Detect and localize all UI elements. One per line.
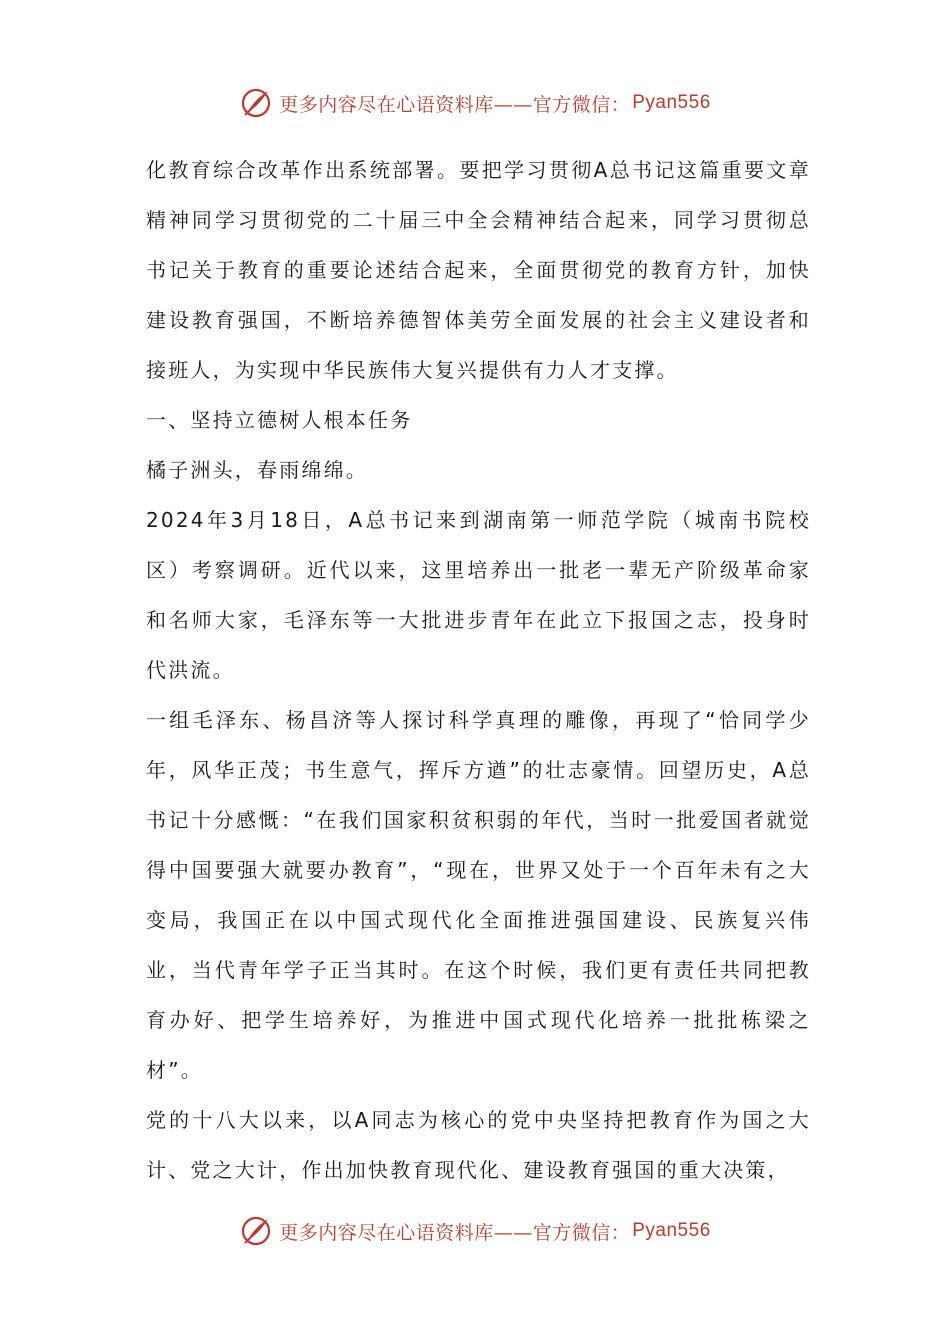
header-watermark-banner xyxy=(0,83,950,123)
feather-pen-logo-icon xyxy=(239,86,273,120)
footer-watermark-banner xyxy=(0,1211,950,1251)
paragraph: 一组毛泽东、杨昌济等人探讨科学真理的雕像，再现了“恰同学少年，风华正茂；书生意气，挥斥方遒”的壮志豪情。回望历史，A总书记十分感慨：“在我们国家积贫积弱的年代，当时一批爱国者就觉得中国要强大就要办教育”，“现在，世界又处于一个百年未有之大变局，我国正在以中国式现代化全面推进强国建设、民族复兴伟业，当代青年学子正当其时。在这个时候，我们更有责任共同把教育办好、把学生培养好，为推进中国式现代化培养一批批栋梁之材”。 xyxy=(146,708,811,1082)
section-heading: 一、坚持立德树人根本任务 xyxy=(146,408,413,432)
paragraph: 化教育综合改革作出系统部署。要把学习贯彻A总书记这篇重要文章精神同学习贯彻党的二十届三中全会精神结合起来，同学习贯彻总书记关于教育的重要论述结合起来，全面贯彻党的教育方针，加快建设教育强国，不断培养德智体美劳全面发展的社会主义建设者和接班人，为实现中华民族伟大复兴提供有力人才支撑。 xyxy=(146,158,811,382)
paragraph: 2024年3月18日，A总书记来到湖南第一师范学院（城南书院校区）考察调研。近代以来，这里培养出一批老一辈无产阶级革命家和名师大家，毛泽东等一大批进步青年在此立下报国之志，投身时代洪流。 xyxy=(146,508,811,682)
feather-pen-logo-icon xyxy=(239,1214,273,1248)
footer-wechat-id: Pyan556 xyxy=(632,1220,711,1241)
document-body xyxy=(146,145,811,1195)
header-wechat-id: Pyan556 xyxy=(632,92,711,113)
header-brand-text: 更多内容尽在心语资料库——官方微信： xyxy=(279,93,631,116)
paragraph: 橘子洲头，春雨绵绵。 xyxy=(146,458,368,482)
paragraph: 党的十八大以来，以A同志为核心的党中央坚持把教育作为国之大计、党之大计，作出加快教育现代化、建设教育强国的重大决策， xyxy=(146,1108,811,1182)
footer-brand-text: 更多内容尽在心语资料库——官方微信： xyxy=(279,1221,631,1244)
